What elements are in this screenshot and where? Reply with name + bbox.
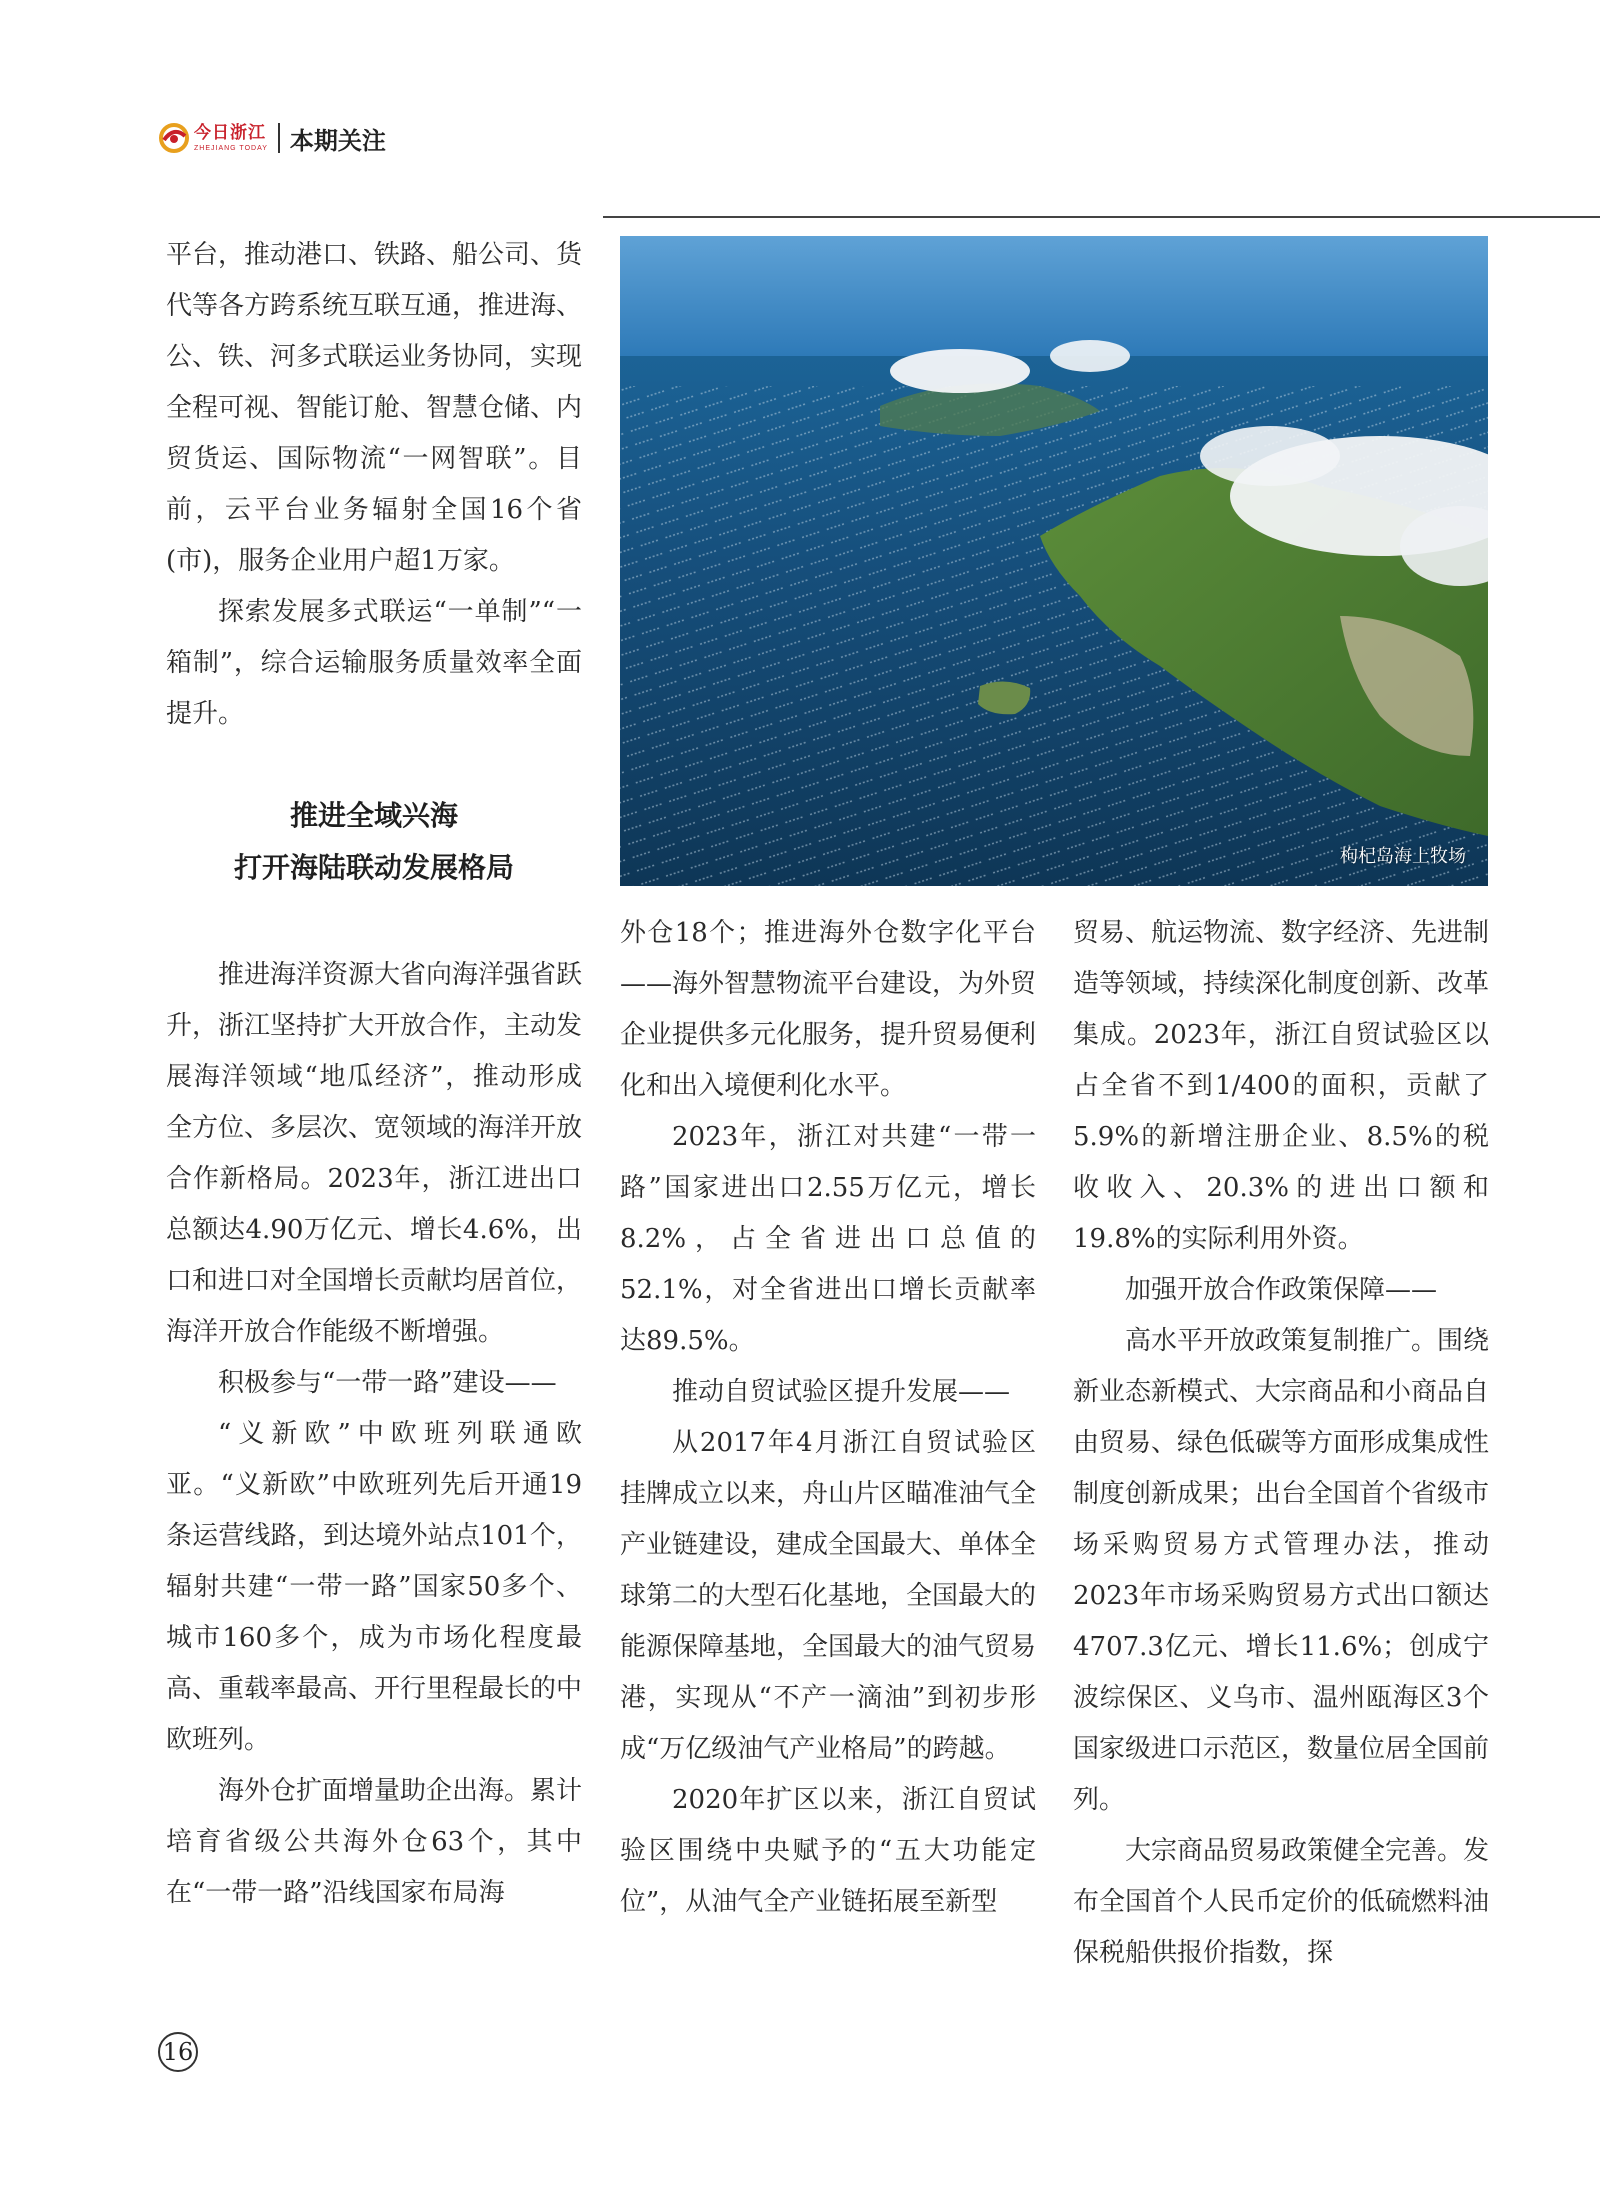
paragraph: 探索发展多式联运“一单制”“一箱制”，综合运输服务质量效率全面提升。 bbox=[166, 597, 582, 729]
paragraph-lead: 积极参与“一带一路”建设—— bbox=[218, 1368, 557, 1398]
paragraph: 从2017年4月浙江自贸试验区挂牌成立以来，舟山片区瞄准油气全产业链建设，建成全国最大、单体全球第二的大型石化基地，全国最大的能源保障基地，全国最大的油气贸易港，实现从“不产一滴油”到初步形成“万亿级油气产业格局”的跨越。 bbox=[620, 1428, 1037, 1764]
paragraph-lead: 推动自贸试验区提升发展—— bbox=[672, 1377, 1011, 1407]
aerial-photo bbox=[620, 236, 1488, 886]
sea-ranch-illustration bbox=[620, 236, 1488, 886]
column-3 bbox=[1073, 908, 1489, 1979]
paragraph: 2020年扩区以来，浙江自贸试验区围绕中央赋予的“五大功能定位”，从油气全产业链拓展至新型 bbox=[620, 1785, 1036, 1917]
paragraph: “义新欧”中欧班列联通欧亚。“义新欧”中欧班列先后开通19条运营线路，到达境外站点101个，辐射共建“一带一路”国家50多个、城市160多个，成为市场化程度最高、重载率最高、开行里程最长的中欧班列。 bbox=[166, 1419, 583, 1755]
paragraph-lead: 加强开放合作政策保障—— bbox=[1125, 1275, 1438, 1305]
header-divider bbox=[278, 123, 280, 153]
logo-english-text: ZHEJIANG TODAY bbox=[194, 144, 268, 152]
paragraph: 2023年，浙江对共建“一带一路”国家进出口2.55万亿元，增长8.2%，占全省进出口总值的52.1%，对全省进出口增长贡献率达89.5%。 bbox=[620, 1122, 1036, 1356]
paragraph: 推进海洋资源大省向海洋强省跃升，浙江坚持扩大开放合作，主动发展海洋领域“地瓜经济”，推动形成全方位、多层次、宽领域的海洋开放合作新格局。2023年，浙江进出口总额达4.90万亿元、增长4.6%，出口和进口对全国增长贡献均居首位，海洋开放合作能级不断增强。 bbox=[166, 960, 583, 1347]
logo-chinese-text: 今日浙江 bbox=[194, 122, 266, 143]
magazine-logo bbox=[158, 122, 268, 154]
paragraph: 海外仓扩面增量助企出海。累计培育省级公共海外仓63个，其中在“一带一路”沿线国家布局海 bbox=[166, 1776, 583, 1908]
page-header bbox=[158, 118, 386, 158]
paragraph: 大宗商品贸易政策健全完善。发布全国首个人民币定价的低硫燃料油保税船供报价指数，探 bbox=[1073, 1836, 1490, 1968]
logo-swirl-icon bbox=[158, 122, 190, 154]
subheading-line-2: 打开海陆联动发展格局 bbox=[233, 851, 514, 884]
paragraph: 外仓18个；推进海外仓数字化平台——海外智慧物流平台建设，为外贸企业提供多元化服务，提升贸易便利化和出入境便利化水平。 bbox=[620, 918, 1037, 1101]
paragraph: 平台，推动港口、铁路、船公司、货代等各方跨系统互联互通，推进海、公、铁、河多式联运业务协同，实现全程可视、智能订舱、智慧仓储、内贸货运、国际物流“一网智联”。目前，云平台业务辐射全国16个省(市)，服务企业用户超1万家。 bbox=[166, 240, 583, 576]
photo-caption: 枸杞岛海上牧场 bbox=[1340, 846, 1466, 867]
section-title: 本期关注 bbox=[289, 126, 386, 155]
column-1-bottom bbox=[166, 950, 582, 1919]
subheading-line-1: 推进全域兴海 bbox=[289, 799, 458, 832]
page-number: 16 bbox=[158, 2032, 198, 2072]
top-rule bbox=[603, 216, 1600, 218]
paragraph: 贸易、航运物流、数字经济、先进制造等领域，持续深化制度创新、改革集成。2023年，浙江自贸试验区以占全省不到1/400的面积，贡献了5.9%的新增注册企业、8.5%的税收收入、20.3%的进出口额和19.8%的实际利用外资。 bbox=[1073, 918, 1490, 1254]
column-2 bbox=[620, 908, 1036, 1928]
paragraph: 高水平开放政策复制推广。围绕新业态新模式、大宗商品和小商品自由贸易、绿色低碳等方面形成集成性制度创新成果；出台全国首个省级市场采购贸易方式管理办法，推动2023年市场采购贸易方式出口额达4707.3亿元、增长11.6%；创成宁波综保区、义乌市、温州瓯海区3个国家级进口示范区，数量位居全国前列。 bbox=[1073, 1326, 1490, 1815]
column-1-top bbox=[166, 230, 582, 740]
subheading bbox=[166, 790, 582, 894]
